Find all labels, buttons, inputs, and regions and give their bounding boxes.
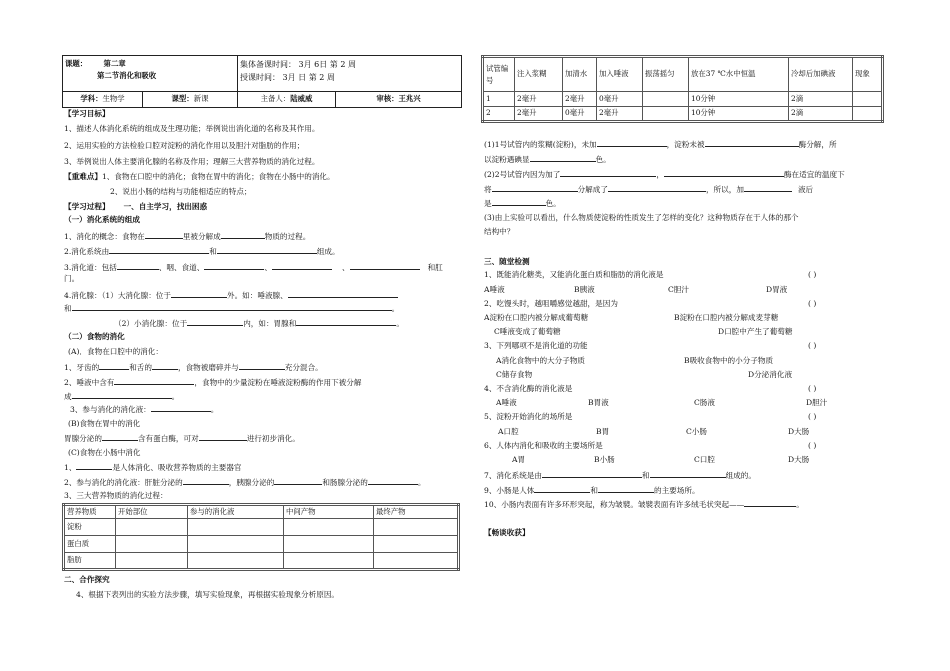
line-intestine-1 — [64, 462, 242, 472]
text: 成 — [64, 392, 72, 401]
type-label: 课型： — [171, 94, 194, 104]
text: 里被分解成 — [182, 232, 221, 241]
table-cell[interactable] — [284, 536, 374, 553]
table-cell[interactable] — [284, 553, 374, 570]
preparer-label: 主备人： — [260, 94, 291, 104]
line-small-glands — [114, 318, 404, 328]
text: 内，如：胃腺和 — [243, 319, 297, 328]
text: ，所以，加 — [705, 185, 744, 194]
coop-question: 4、根据下表列出的实验方法步骤，填写实验现象，再根据实验现象分析原因。 — [76, 590, 340, 599]
text: 2、唾液中含有 — [64, 378, 115, 387]
line-intestine-3: 3、三大营养物质的消化过程： — [64, 491, 168, 500]
table-cell: 1 — [483, 92, 515, 107]
coop-title: 二、合作探究 — [64, 575, 110, 584]
section-composition-title: （一）消化系统的组成 — [64, 215, 140, 224]
table-cell: 2毫升 — [597, 107, 643, 122]
quiz-q2: 2、吃馒头时，越咀嚼感觉越甜，是因为 — [484, 299, 618, 308]
section-digestion-title: （二）食物的消化 — [64, 332, 125, 341]
line-intestine-2 — [64, 477, 425, 487]
text: 和肠腺分泌的 — [322, 478, 368, 487]
fill-blank[interactable] — [560, 169, 656, 177]
fill-blank[interactable] — [76, 462, 112, 470]
fill-blank[interactable] — [492, 184, 578, 192]
table-header: 中间产物 — [284, 505, 374, 519]
table-cell[interactable] — [374, 519, 459, 536]
text: 2.消化系统由 — [64, 247, 110, 256]
text: 是 — [484, 199, 492, 208]
text: 。 — [391, 304, 400, 313]
text: ，胰腺分泌的 — [228, 478, 275, 487]
type-value: 新课 — [193, 94, 209, 104]
preparer-value: 陆威威 — [290, 94, 313, 104]
fill-blank[interactable] — [534, 485, 590, 493]
table-cell: 2滴 — [789, 107, 853, 122]
prep-time: 集体备课时间： 3月 6日 第 2 周 — [240, 60, 356, 69]
table-cell: 2滴 — [789, 92, 853, 107]
table-row — [64, 519, 459, 536]
text: 1、消化的概念：食物在 — [64, 232, 145, 241]
table-cell: 蛋白质 — [64, 536, 116, 553]
quiz-title: 三、随堂检测 — [484, 257, 530, 266]
text: 1、 — [64, 463, 77, 472]
header-topic-cell — [63, 56, 238, 92]
text: 酶分解，所 — [798, 140, 837, 149]
text: 胃腺分泌的 — [64, 434, 102, 443]
quiz-q2-option-b[interactable]: B淀粉在口腔内被分解成麦芽糖 — [674, 313, 779, 322]
table-header: 加入唾液 — [597, 57, 643, 92]
key-label: 【重难点】 — [64, 172, 102, 181]
fill-blank[interactable] — [350, 262, 420, 270]
quiz-q6: 6、人体内消化和吸收的主要场所是 — [484, 441, 603, 450]
text: 、 — [264, 263, 272, 272]
fill-blank[interactable] — [598, 485, 654, 493]
fill-blank[interactable] — [650, 470, 726, 478]
table-header-row — [483, 57, 883, 92]
answer-paren[interactable]: ( ) — [808, 270, 817, 279]
text: 。 — [417, 478, 426, 487]
analysis-3b: 结构中？ — [484, 227, 515, 236]
experiment-table — [481, 55, 884, 123]
fill-blank[interactable] — [72, 303, 392, 311]
fill-blank[interactable] — [272, 262, 332, 270]
text: 和 — [590, 486, 598, 495]
text: 和 — [209, 247, 217, 256]
quiz-q10 — [484, 499, 804, 509]
quiz-q1-option-a[interactable]: A唾液 — [484, 285, 505, 294]
table-header: 试管编号 — [483, 57, 515, 92]
fill-blank[interactable] — [151, 404, 211, 412]
quiz-q4-option-a[interactable]: A唾液 — [496, 398, 517, 407]
quiz-q6-option-d[interactable]: D大肠 — [788, 455, 810, 464]
text: 充分混合。 — [284, 363, 323, 372]
quiz-q5-option-d[interactable]: D大肠 — [788, 427, 810, 436]
text: 、 — [341, 263, 350, 272]
fill-blank[interactable] — [597, 139, 667, 147]
goal-3: 3、举例说出人体主要消化腺的名称及作用；理解三大营养物质的消化过程。 — [64, 157, 320, 166]
fill-blank[interactable] — [204, 262, 264, 270]
table-cell: 2毫升 — [515, 92, 563, 107]
fill-blank[interactable] — [171, 290, 227, 298]
quiz-q5-option-a[interactable]: A口腔 — [498, 427, 519, 436]
table-cell — [643, 92, 689, 107]
process-heading — [64, 202, 207, 211]
quiz-q2-option-c[interactable]: C唾液变成了葡萄糖 — [494, 327, 561, 336]
quiz-q7 — [484, 470, 756, 480]
text: 酶在适宜的温度下 — [783, 170, 845, 179]
goal-2: 2、运用实验的方法检验口腔对淀粉的消化作用以及胆汁对脂肪的作用； — [64, 141, 305, 150]
table-cell: 2毫升 — [563, 92, 597, 107]
table-row — [64, 553, 459, 570]
text: ，淀粉未被 — [666, 140, 705, 149]
table-cell: 淀粉 — [64, 519, 116, 536]
text: 和 — [642, 471, 650, 480]
table-row — [483, 92, 883, 107]
reviewer-label: 审核： — [376, 94, 399, 104]
text: 2、参与消化的消化液：肝脏分泌的 — [64, 478, 183, 487]
fill-blank[interactable] — [239, 362, 285, 370]
reflection-title: 【畅谈收获】 — [484, 528, 530, 537]
fill-blank[interactable] — [274, 477, 322, 485]
table-cell: 2毫升 — [515, 107, 563, 122]
stomach-title: (B)食物在胃中的消化 — [68, 419, 141, 428]
fill-blank[interactable] — [368, 477, 418, 485]
reviewer-cell — [336, 92, 462, 108]
quiz-q2-option-d[interactable]: D口腔中产生了葡萄糖 — [718, 327, 793, 336]
quiz-q1: 1、既能消化糖类，又能消化蛋白质和脂肪的消化液是 — [484, 270, 664, 279]
quiz-q5-option-c[interactable]: C小肠 — [686, 427, 707, 436]
quiz-q6-option-b[interactable]: B小肠 — [594, 455, 615, 464]
table-header: 振荡摇匀 — [643, 57, 689, 92]
table-cell: 10分钟 — [689, 92, 789, 107]
table-cell: 2 — [483, 107, 515, 122]
fill-blank[interactable] — [664, 169, 784, 177]
text: 10、小肠内表面有许多环形突起，称为皱襞。皱襞表面有许多绒毛状突起—— — [484, 500, 745, 509]
table-cell[interactable] — [853, 107, 883, 122]
line-system — [64, 246, 340, 256]
analysis-2b — [484, 184, 813, 194]
mouth-title: (A)．食物在口腔中的消化： — [68, 347, 163, 356]
goals-title: 【学习目标】 — [64, 109, 110, 118]
quiz-q4: 4、不含消化酶的消化液是 — [484, 384, 573, 393]
text: 组成的。 — [725, 471, 756, 480]
fill-blank[interactable] — [187, 318, 243, 326]
answer-paren[interactable]: ( ) — [808, 299, 817, 308]
text: （2）小消化腺：位于 — [114, 319, 188, 328]
table-header: 加清水 — [563, 57, 597, 92]
analysis-2c — [484, 198, 561, 208]
analysis-1 — [484, 139, 837, 149]
subject-label: 学科： — [80, 94, 103, 104]
answer-paren[interactable]: ( ) — [808, 341, 817, 350]
table-cell — [643, 107, 689, 122]
text: ，食物中的少量淀粉在唾液淀粉酶的作用下被分解 — [194, 378, 362, 387]
table-header: 参与的消化液 — [188, 505, 284, 519]
quiz-q4-option-d[interactable]: D胆汁 — [806, 398, 828, 407]
header-info-table — [62, 91, 462, 108]
text: 和肛 — [427, 263, 443, 272]
fill-blank[interactable] — [102, 433, 138, 441]
quiz-q5: 5、淀粉开始消化的场所是 — [484, 412, 573, 421]
text: (2)2号试管内因为加了 — [484, 170, 561, 179]
text: (1)1号试管内的浆糊(淀粉)，未加 — [484, 140, 597, 149]
text: ，食物被磨碎并与 — [178, 363, 239, 372]
nutrient-table — [62, 503, 460, 571]
topic-label: 课题： — [65, 59, 88, 68]
key-2: 2、说出小肠的结构与功能相适应的特点； — [110, 187, 252, 196]
table-header: 冷却后加碘液 — [789, 57, 853, 92]
fill-blank[interactable] — [492, 198, 546, 206]
fill-blank[interactable] — [114, 377, 194, 385]
fill-blank[interactable] — [530, 154, 596, 162]
quiz-q1-option-d[interactable]: D胃液 — [766, 285, 788, 294]
goal-1: 1、描述人体消化系统的组成及生理功能；举例说出消化道的名称及其作用。 — [64, 124, 320, 133]
key-points — [64, 172, 335, 181]
fill-blank[interactable] — [744, 499, 796, 507]
text: 和 — [64, 304, 72, 313]
table-cell: 0毫升 — [597, 92, 643, 107]
quiz-q3-option-d[interactable]: D分泌消化液 — [748, 370, 793, 379]
table-cell: 10分钟 — [689, 107, 789, 122]
line-large-glands-2 — [64, 303, 399, 313]
fill-blank[interactable] — [221, 231, 265, 239]
text: 9、小肠是人体 — [484, 486, 535, 495]
table-cell[interactable] — [853, 92, 883, 107]
line-stomach — [64, 433, 300, 443]
text: 。 — [210, 405, 219, 414]
fill-blank[interactable] — [608, 184, 706, 192]
subject-cell — [63, 92, 143, 108]
quiz-q3-option-c[interactable]: C储存食物 — [496, 370, 533, 379]
reviewer-value: 王兆兴 — [398, 94, 421, 104]
table-row — [64, 536, 459, 553]
text: 色。 — [595, 155, 611, 164]
type-cell — [143, 92, 238, 108]
text: 以淀粉遇碘显 — [484, 155, 530, 164]
text: 的主要场所。 — [654, 486, 700, 495]
fill-blank[interactable] — [217, 246, 317, 254]
text: 1、牙齿的 — [64, 363, 100, 372]
table-cell[interactable] — [188, 536, 284, 553]
text: 分解成了 — [577, 185, 608, 194]
text: 液后 — [797, 185, 814, 194]
table-cell: 脂肪 — [64, 553, 116, 570]
table-header: 现象 — [853, 57, 883, 92]
teach-time: 授课时间： 3月 日 第 2 周 — [240, 72, 335, 82]
line-saliva — [64, 377, 361, 387]
text: 和舌的 — [129, 363, 152, 372]
quiz-q6-option-a[interactable]: A胃 — [512, 455, 526, 464]
section-title: 第二节消化和吸收 — [97, 70, 157, 80]
header-table — [62, 55, 462, 92]
table-header: 最终产物 — [374, 505, 459, 519]
text: 将 — [484, 185, 492, 194]
text: 3.消化道：包括 — [64, 263, 117, 272]
fill-blank[interactable] — [744, 184, 792, 192]
table-header: 开始部位 — [116, 505, 188, 519]
fill-blank[interactable] — [705, 139, 799, 147]
fill-blank[interactable] — [296, 318, 396, 326]
quiz-q3-option-b[interactable]: B吸收食物中的小分子物质 — [684, 356, 774, 365]
fill-blank[interactable] — [109, 246, 209, 254]
quiz-q9 — [484, 485, 700, 495]
table-cell[interactable] — [116, 536, 188, 553]
quiz-q2-option-a[interactable]: A淀粉在口腔内被分解成葡萄糖 — [484, 313, 589, 322]
fill-blank[interactable] — [199, 433, 247, 441]
table-cell[interactable] — [374, 536, 459, 553]
subject-value: 生物学 — [102, 94, 125, 104]
analysis-2 — [484, 169, 845, 179]
line-digestion-concept — [64, 231, 310, 241]
fill-blank[interactable] — [99, 362, 129, 370]
line-mouth-juice — [70, 404, 218, 414]
table-header: 放在37 ℃水中恒温 — [689, 57, 789, 92]
analysis-3: (3)由上实验可以看出，什么物质使淀粉的性质发生了怎样的变化？这种物质存在于人体的那个 — [484, 213, 799, 222]
fill-blank[interactable] — [152, 362, 178, 370]
table-cell[interactable] — [188, 553, 284, 570]
quiz-q6-option-c[interactable]: C口腔 — [694, 455, 715, 464]
line-teeth — [64, 362, 323, 372]
text: 含有蛋白酶，可对 — [137, 434, 199, 443]
analysis-1b — [484, 154, 611, 164]
text: 3、参与消化的消化液： — [70, 405, 151, 414]
table-header-row — [64, 505, 459, 519]
key-1: 1、食物在口腔中的消化；食物在胃中的消化；食物在小肠中的消化。 — [101, 172, 335, 181]
quiz-q1-option-c[interactable]: C胆汁 — [668, 285, 689, 294]
text: 。 — [796, 500, 804, 509]
table-cell[interactable] — [116, 553, 188, 570]
quiz-q5-option-b[interactable]: B胃 — [596, 427, 610, 436]
text: 7、消化系统是由 — [484, 471, 542, 480]
text: 色。 — [545, 199, 561, 208]
table-cell[interactable] — [374, 553, 459, 570]
chapter-title: 第二章 — [103, 59, 126, 68]
table-header: 营养物质 — [64, 505, 116, 519]
fill-blank[interactable] — [117, 262, 159, 270]
fill-blank[interactable] — [72, 391, 172, 399]
text: 、咽、食道、 — [158, 263, 205, 272]
table-cell[interactable] — [188, 519, 284, 536]
fill-blank[interactable] — [145, 231, 183, 239]
table-row — [483, 107, 883, 122]
table-cell[interactable] — [116, 519, 188, 536]
process-sub: 一、自主学习，找出困惑 — [123, 202, 208, 211]
header-time-cell — [238, 56, 462, 92]
text: 。 — [171, 392, 180, 401]
table-cell: 0毫升 — [563, 107, 597, 122]
line-tract-end: 门。 — [64, 274, 80, 283]
text: 4.消化腺：（1）大消化腺：位于 — [64, 291, 171, 300]
line-large-glands — [64, 290, 398, 300]
fill-blank[interactable] — [183, 477, 229, 485]
text: 外。如：唾液腺、 — [227, 291, 288, 300]
fill-blank[interactable] — [542, 470, 642, 478]
preparer-cell — [238, 92, 336, 108]
answer-paren[interactable]: ( ) — [808, 412, 817, 421]
text: 进行初步消化。 — [246, 434, 300, 443]
fill-blank[interactable] — [288, 290, 398, 298]
quiz-q3: 3、下列哪项不是消化道的功能 — [484, 341, 588, 350]
quiz-q1-option-b[interactable]: B胰液 — [574, 285, 595, 294]
line-saliva-2 — [64, 391, 179, 401]
line-tract — [64, 262, 443, 272]
table-cell[interactable] — [284, 519, 374, 536]
text: ， — [656, 170, 664, 179]
answer-paren[interactable]: ( ) — [808, 441, 817, 450]
text: 组成。 — [316, 247, 340, 256]
answer-paren[interactable]: ( ) — [808, 384, 817, 393]
quiz-q3-option-a[interactable]: A消化食物中的大分子物质 — [496, 356, 586, 365]
table-header: 注入浆糊 — [515, 57, 563, 92]
intestine-title: (C)食物在小肠中消化 — [68, 448, 141, 457]
quiz-q4-option-b[interactable]: B胃液 — [588, 398, 609, 407]
process-title: 【学习过程】 — [64, 202, 110, 211]
text: 是人体消化、吸收营养物质的主要器官 — [112, 463, 242, 472]
quiz-q4-option-c[interactable]: C肠液 — [694, 398, 715, 407]
text: 物质的过程。 — [264, 232, 311, 241]
text: 。 — [396, 319, 404, 328]
